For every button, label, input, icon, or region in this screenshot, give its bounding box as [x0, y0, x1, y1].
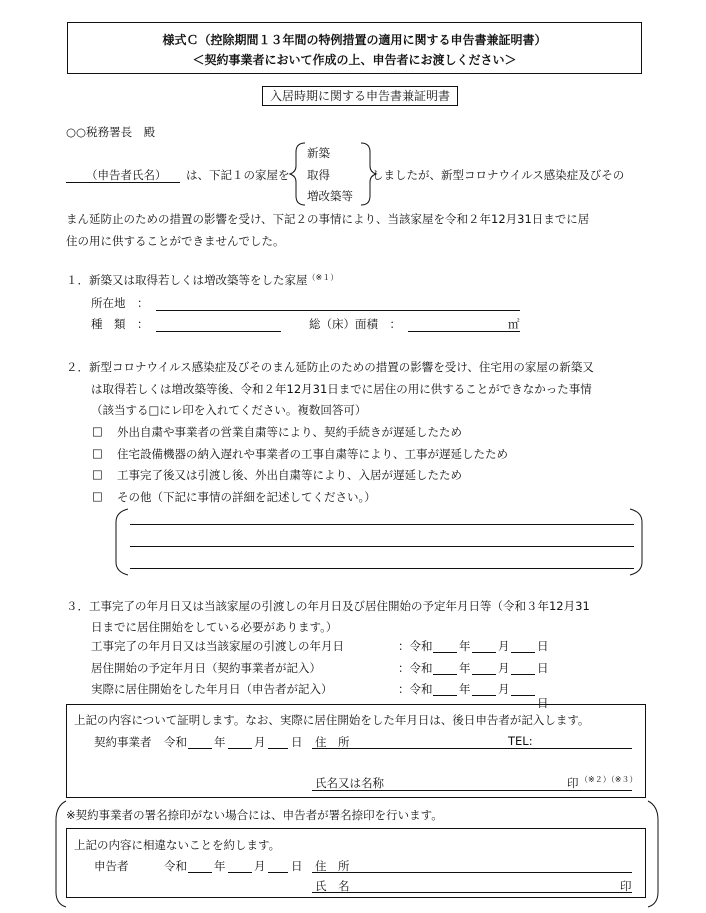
section2-instruction: （該当する□にレ印を入れてください。複数回答可）: [91, 403, 367, 417]
month-unit: 月: [498, 639, 510, 653]
other-detail-right-paren: [630, 509, 642, 575]
cert-month-unit: 月: [254, 735, 266, 749]
date-row-planned-label: 居住開始の予定年月日（契約事業者が記入）: [91, 661, 321, 675]
other-detail-left-paren: [116, 509, 128, 575]
applicant-name-field[interactable]: （申告者氏名）: [86, 168, 167, 182]
area-unit: ㎡: [508, 317, 520, 331]
reason-contract-delay: 外出自粛や事業者の営業自粛等により、契約手続きが遅延したため: [117, 425, 462, 439]
addressee: ○○税務署長 殿: [66, 125, 156, 139]
applicant-year-unit: 年: [214, 859, 226, 873]
checkbox-other[interactable]: □: [92, 489, 103, 503]
option-left-brace: [290, 143, 305, 205]
contractor-seal-note: （※２）（※３）: [580, 775, 638, 784]
applicant-label: 申告者: [94, 859, 129, 873]
intro-text-a: は、下記１の家屋を: [186, 168, 290, 182]
location-label: 所在地 ：: [91, 296, 149, 310]
cert-day-unit: 日: [291, 735, 303, 749]
month-unit: 月: [498, 661, 510, 675]
date-era: ：令和: [398, 682, 433, 696]
applicant-left-paren: [56, 801, 66, 907]
form-subtitle: ＜契約事業者において作成の上、申告者にお渡しください＞: [192, 53, 517, 67]
type-label: 種 類 ：: [91, 317, 149, 331]
year-unit: 年: [459, 661, 471, 675]
applicant-seal: 印: [620, 879, 632, 893]
section3-heading-line2: 日までに居住開始をしている必要があります。）: [91, 620, 338, 634]
document-title: 入居時期に関する申告書兼証明書: [262, 86, 458, 106]
contractor-label: 契約事業者: [94, 735, 152, 749]
contractor-seal: 印: [567, 776, 579, 790]
contractor-tel-label: TEL:: [508, 734, 533, 748]
form-title: 様式Ｃ（控除期間１３年間の特例措置の適用に関する申告書兼証明書）: [162, 33, 547, 47]
applicant-name-label: 氏 名: [315, 879, 350, 893]
checkbox-construction-delay[interactable]: □: [92, 446, 103, 460]
cert-era: 令和: [164, 735, 187, 749]
area-label: 総（床）面積 ：: [309, 317, 401, 331]
section2-heading-line1: ２．新型コロナウイルス感染症及びそのまん延防止のための措置の影響を受け、住宅用の家屋の新築又: [66, 360, 594, 374]
option-right-brace: [361, 143, 376, 205]
section2-heading-line2: は取得若しくは増改築等後、令和２年12月31日までに居住の用に供することができなかった事情: [91, 382, 592, 396]
certification-statement: 上記の内容について証明します。なお、実際に居住開始をした年月日は、後日申告者が記入します。: [74, 713, 590, 727]
year-unit: 年: [459, 639, 471, 653]
section3-heading-line1: ３．工事完了の年月日又は当該家屋の引渡しの年月日及び居住開始の予定年月日等（令和３年12月31: [66, 599, 590, 613]
contractor-name-label: 氏名又は名称: [315, 776, 384, 790]
month-unit: 月: [498, 682, 510, 696]
option-new-build: 新築: [307, 146, 330, 160]
year-unit: 年: [459, 682, 471, 696]
section1-note: （※１）: [307, 273, 339, 282]
date-era: ：令和: [398, 639, 433, 653]
date-row-actual-label: 実際に居住開始をした年月日（申告者が記入）: [91, 682, 333, 696]
checkbox-contract-delay[interactable]: □: [92, 424, 103, 438]
intro-line3: 住の用に供することができませんでした。: [66, 234, 285, 248]
day-unit: 日: [537, 639, 549, 653]
intro-line2: まん延防止のための措置の影響を受け、下記２の事情により、当該家屋を令和２年12月31日までに居: [66, 212, 590, 226]
applicant-note: ※契約事業者の署名捺印がない場合には、申告者が署名捺印を行います。: [66, 808, 443, 822]
cert-year-unit: 年: [214, 735, 226, 749]
day-unit: 日: [537, 661, 549, 675]
applicant-statement: 上記の内容に相違ないことを約します。: [74, 838, 281, 852]
applicant-address-label: 住 所: [315, 859, 350, 873]
section1-heading-text: １．新築又は取得若しくは増改築等をした家屋: [66, 273, 308, 287]
option-renovation: 増改築等: [307, 189, 353, 203]
applicant-right-paren: [648, 801, 658, 907]
reason-other: その他（下記に事情の詳細を記述してください。）: [117, 490, 376, 504]
intro-text-b: しましたが、新型コロナウイルス感染症及びその: [372, 168, 625, 182]
date-era: ：令和: [398, 661, 433, 675]
reason-move-in-delay: 工事完了後又は引渡し後、外出自粛等により、入居が遅延したため: [117, 468, 462, 482]
applicant-era: 令和: [164, 859, 187, 873]
option-acquire: 取得: [307, 168, 330, 182]
contractor-address-label: 住 所: [315, 735, 350, 749]
date-row-completion-label: 工事完了の年月日又は当該家屋の引渡しの年月日: [91, 639, 344, 653]
applicant-month-unit: 月: [254, 859, 266, 873]
checkbox-move-in-delay[interactable]: □: [92, 467, 103, 481]
applicant-day-unit: 日: [291, 859, 303, 873]
day-unit: 日: [537, 696, 549, 710]
reason-construction-delay: 住宅設備機器の納入遅れや事業者の工事自粛等により、工事が遅延したため: [117, 447, 508, 461]
